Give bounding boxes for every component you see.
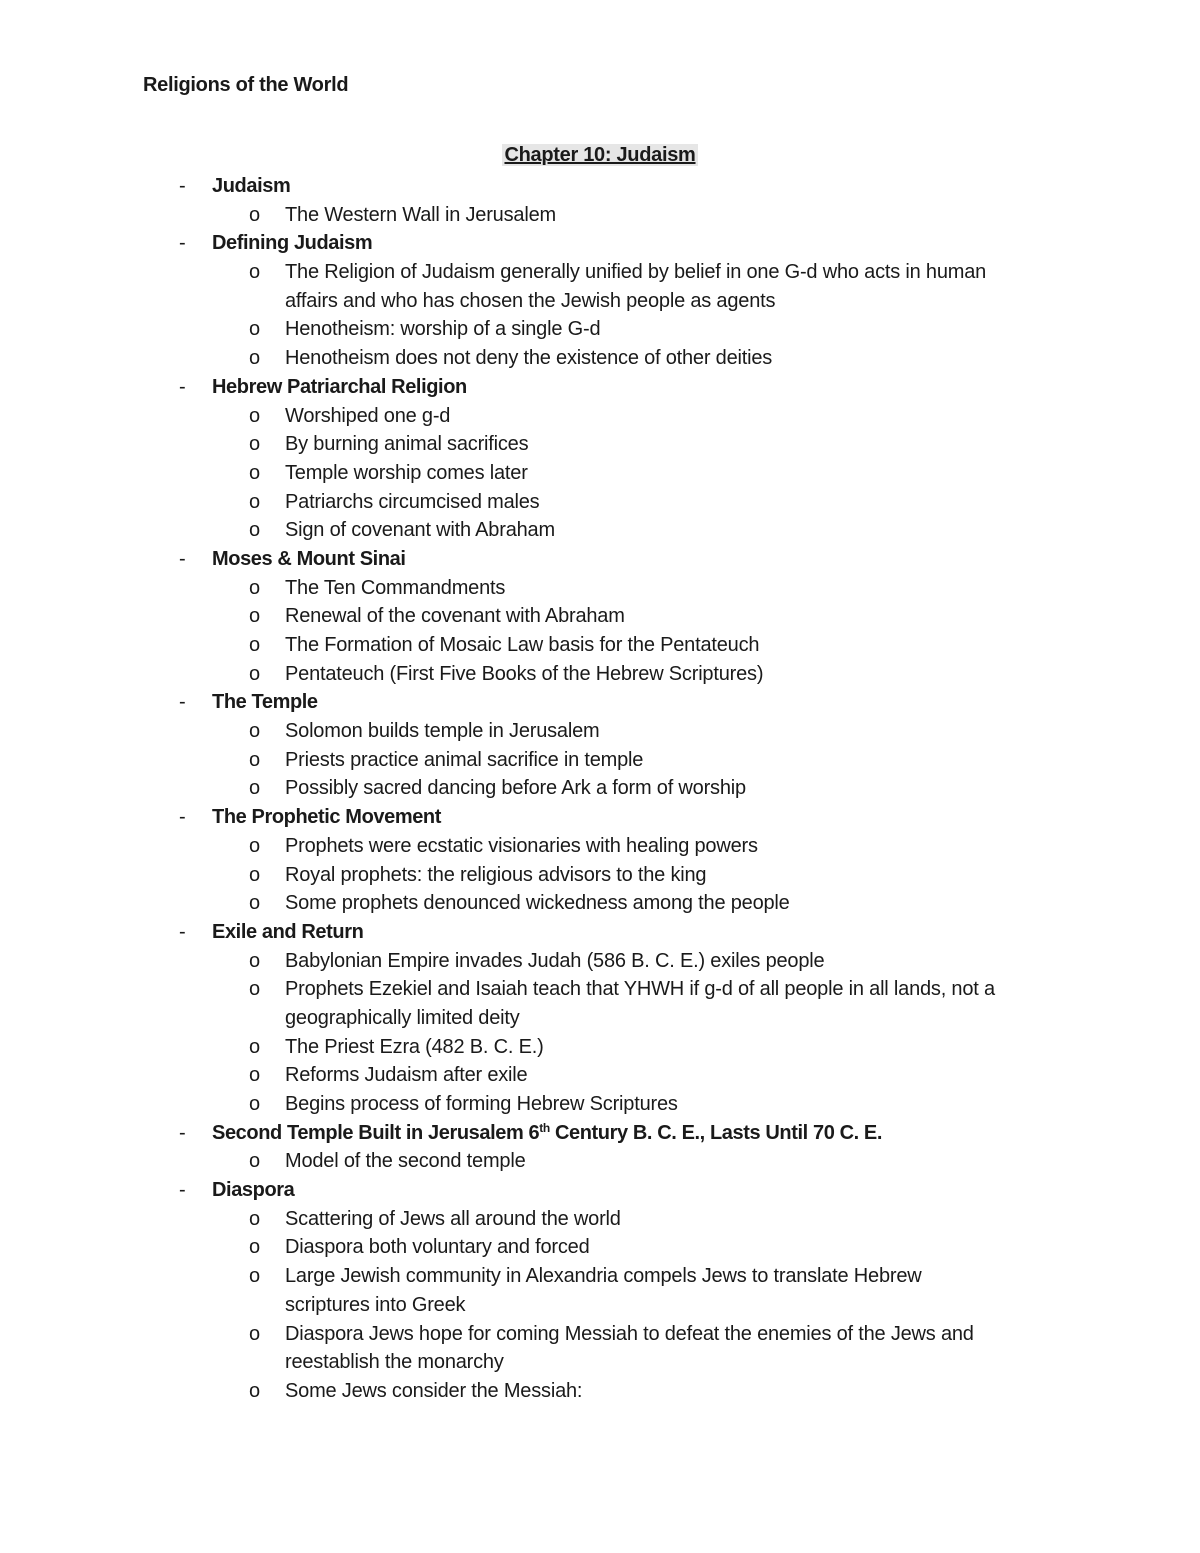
list-item xyxy=(0,861,1200,890)
list-item-text: Prophets Ezekiel and Isaiah teach that YHWH if g-d of all people in all lands, not a xyxy=(285,978,995,1001)
list-item-text: The Priest Ezra (482 B. C. E.) xyxy=(285,1035,544,1058)
section-heading-row xyxy=(0,803,1200,832)
list-item-text: Priests practice animal sacrifice in temple xyxy=(285,748,644,771)
list-item xyxy=(0,201,1200,230)
section-heading-row xyxy=(0,545,1200,574)
section-heading-text: Second Temple Built in Jerusalem 6 xyxy=(212,1121,540,1144)
section-heading xyxy=(212,1176,294,1205)
section-heading xyxy=(212,373,467,402)
circle-bullet: o xyxy=(249,1379,261,1402)
circle-bullet: o xyxy=(249,576,261,599)
section-heading-row xyxy=(0,373,1200,402)
list-item-text: affairs and who has chosen the Jewish people as agents xyxy=(285,289,776,312)
list-item-text: geographically limited deity xyxy=(285,1006,520,1029)
section-heading-text: Exile and Return xyxy=(212,920,364,943)
list-item-text: Prophets were ecstatic visionaries with healing powers xyxy=(285,834,758,857)
section-heading-text: Defining Judaism xyxy=(212,232,373,255)
section-heading xyxy=(212,918,363,947)
list-item-text: Royal prophets: the religious advisors to the king xyxy=(285,863,707,886)
section-heading-text: The Prophetic Movement xyxy=(212,806,442,829)
list-item-continuation xyxy=(0,1348,1200,1377)
list-item-text: Sign of covenant with Abraham xyxy=(285,519,555,542)
circle-bullet: o xyxy=(249,1150,261,1173)
list-item-text: Some prophets denounced wickedness among the people xyxy=(285,892,790,915)
list-item-text: Model of the second temple xyxy=(285,1150,526,1173)
list-item-text: Henotheism: worship of a single G-d xyxy=(285,318,601,341)
list-item xyxy=(0,602,1200,631)
list-item-text: Worshiped one g-d xyxy=(285,404,451,427)
list-item-text: Reforms Judaism after exile xyxy=(285,1064,528,1087)
list-item xyxy=(0,1061,1200,1090)
section-heading xyxy=(212,803,441,832)
dash-bullet: - xyxy=(179,375,186,398)
list-item xyxy=(0,1320,1200,1349)
list-item-text: Patriarchs circumcised males xyxy=(285,490,540,513)
list-item-continuation xyxy=(0,1004,1200,1033)
list-item xyxy=(0,746,1200,775)
circle-bullet: o xyxy=(249,863,261,886)
circle-bullet: o xyxy=(249,490,261,513)
list-item-text: The Ten Commandments xyxy=(285,576,506,599)
list-item xyxy=(0,631,1200,660)
section-heading-text: Moses & Mount Sinai xyxy=(212,547,406,570)
list-item-text: Babylonian Empire invades Judah (586 B. C. E.) exiles people xyxy=(285,949,825,972)
circle-bullet: o xyxy=(249,634,261,656)
list-item-text: Diaspora Jews hope for coming Messiah to defeat the enemies of the Jews and xyxy=(285,1322,974,1345)
section-heading xyxy=(212,229,372,258)
dash-bullet: - xyxy=(179,920,186,943)
section-heading-superscript: th xyxy=(539,1120,550,1135)
dash-bullet: - xyxy=(179,1121,186,1144)
list-item xyxy=(0,717,1200,746)
list-item-text: Pentateuch (First Five Books of the Hebrew Scriptures) xyxy=(285,662,764,685)
list-item xyxy=(0,488,1200,517)
circle-bullet: o xyxy=(249,720,261,743)
section-heading-text-rest: Century B. C. E., Lasts Until 70 C. E. xyxy=(549,1121,883,1144)
list-item-text: Scattering of Jews all around the world xyxy=(285,1207,621,1230)
list-item xyxy=(0,574,1200,603)
circle-bullet: o xyxy=(249,834,261,857)
list-item xyxy=(0,516,1200,545)
list-item xyxy=(0,258,1200,287)
list-item-continuation xyxy=(0,287,1200,316)
list-item xyxy=(0,1205,1200,1234)
list-item-text: By burning animal sacrifices xyxy=(285,433,529,456)
list-item xyxy=(0,402,1200,431)
section-heading-row xyxy=(0,172,1200,201)
circle-bullet: o xyxy=(249,892,261,915)
circle-bullet: o xyxy=(249,1064,261,1087)
list-item-text: Henotheism does not deny the existence of other deities xyxy=(285,347,773,370)
dash-bullet: - xyxy=(179,806,186,829)
list-item xyxy=(0,1090,1200,1119)
circle-bullet: o xyxy=(249,777,261,800)
circle-bullet: o xyxy=(249,261,261,284)
section-heading-text: Hebrew Patriarchal Religion xyxy=(212,375,467,398)
list-item-text: Some Jews consider the Messiah: xyxy=(285,1379,583,1402)
list-item-continuation xyxy=(0,1291,1200,1320)
list-item-text: Large Jewish community in Alexandria compels Jews to translate Hebrew xyxy=(285,1265,922,1288)
circle-bullet: o xyxy=(249,978,261,1001)
circle-bullet: o xyxy=(249,1236,261,1259)
chapter-heading xyxy=(0,144,1200,167)
list-item xyxy=(0,430,1200,459)
list-item-text: Temple worship comes later xyxy=(285,461,528,484)
list-item xyxy=(0,832,1200,861)
list-item xyxy=(0,1262,1200,1291)
chapter-title: Chapter 10: Judaism xyxy=(504,144,696,166)
section-heading-text: Judaism xyxy=(212,175,291,197)
document-title: Religions of the World xyxy=(143,74,349,96)
list-item xyxy=(0,774,1200,803)
list-item xyxy=(0,660,1200,689)
section-heading-row xyxy=(0,229,1200,258)
list-item xyxy=(0,459,1200,488)
circle-bullet: o xyxy=(249,1035,261,1058)
list-item-text: Possibly sacred dancing before Ark a form of worship xyxy=(285,777,746,800)
list-item-text: The Formation of Mosaic Law basis for the Pentateuch xyxy=(285,634,760,656)
list-item xyxy=(0,889,1200,918)
circle-bullet: o xyxy=(249,949,261,972)
section-heading-row xyxy=(0,688,1200,717)
circle-bullet: o xyxy=(249,748,261,771)
outline-list xyxy=(0,172,1200,1406)
circle-bullet: o xyxy=(249,1093,261,1115)
section-heading xyxy=(212,172,290,201)
list-item-text: Diaspora both voluntary and forced xyxy=(285,1236,590,1259)
dash-bullet: - xyxy=(179,232,186,255)
list-item-text: reestablish the monarchy xyxy=(285,1351,504,1374)
list-item xyxy=(0,1147,1200,1176)
section-heading-row xyxy=(0,1176,1200,1205)
circle-bullet: o xyxy=(249,1265,261,1288)
section-heading xyxy=(212,545,406,574)
circle-bullet: o xyxy=(249,662,261,685)
section-heading-text: Diaspora xyxy=(212,1179,295,1202)
list-item xyxy=(0,947,1200,976)
circle-bullet: o xyxy=(249,461,261,484)
list-item xyxy=(0,1233,1200,1262)
list-item xyxy=(0,1377,1200,1406)
circle-bullet: o xyxy=(249,433,261,456)
section-heading-row xyxy=(0,918,1200,947)
list-item-text: The Religion of Judaism generally unified by belief in one G-d who acts in human xyxy=(285,261,987,284)
list-item-text: Begins process of forming Hebrew Scriptures xyxy=(285,1093,678,1115)
circle-bullet: o xyxy=(249,203,261,226)
list-item-text: scriptures into Greek xyxy=(285,1293,466,1316)
section-heading xyxy=(212,688,318,717)
dash-bullet: - xyxy=(179,175,186,197)
circle-bullet: o xyxy=(249,605,261,628)
dash-bullet: - xyxy=(179,1179,186,1202)
list-item-text: Renewal of the covenant with Abraham xyxy=(285,605,625,628)
list-item xyxy=(0,1033,1200,1062)
dash-bullet: - xyxy=(179,547,186,570)
list-item-text: Solomon builds temple in Jerusalem xyxy=(285,720,600,743)
circle-bullet: o xyxy=(249,404,261,427)
section-heading-text: The Temple xyxy=(212,691,318,714)
circle-bullet: o xyxy=(249,519,261,542)
list-item xyxy=(0,315,1200,344)
list-item xyxy=(0,975,1200,1004)
circle-bullet: o xyxy=(249,1207,261,1230)
dash-bullet: - xyxy=(179,691,186,714)
circle-bullet: o xyxy=(249,318,261,341)
section-heading xyxy=(212,1119,882,1148)
list-item-text: The Western Wall in Jerusalem xyxy=(285,203,556,226)
list-item xyxy=(0,344,1200,373)
circle-bullet: o xyxy=(249,347,261,370)
circle-bullet: o xyxy=(249,1322,261,1345)
section-heading-row xyxy=(0,1119,1200,1148)
